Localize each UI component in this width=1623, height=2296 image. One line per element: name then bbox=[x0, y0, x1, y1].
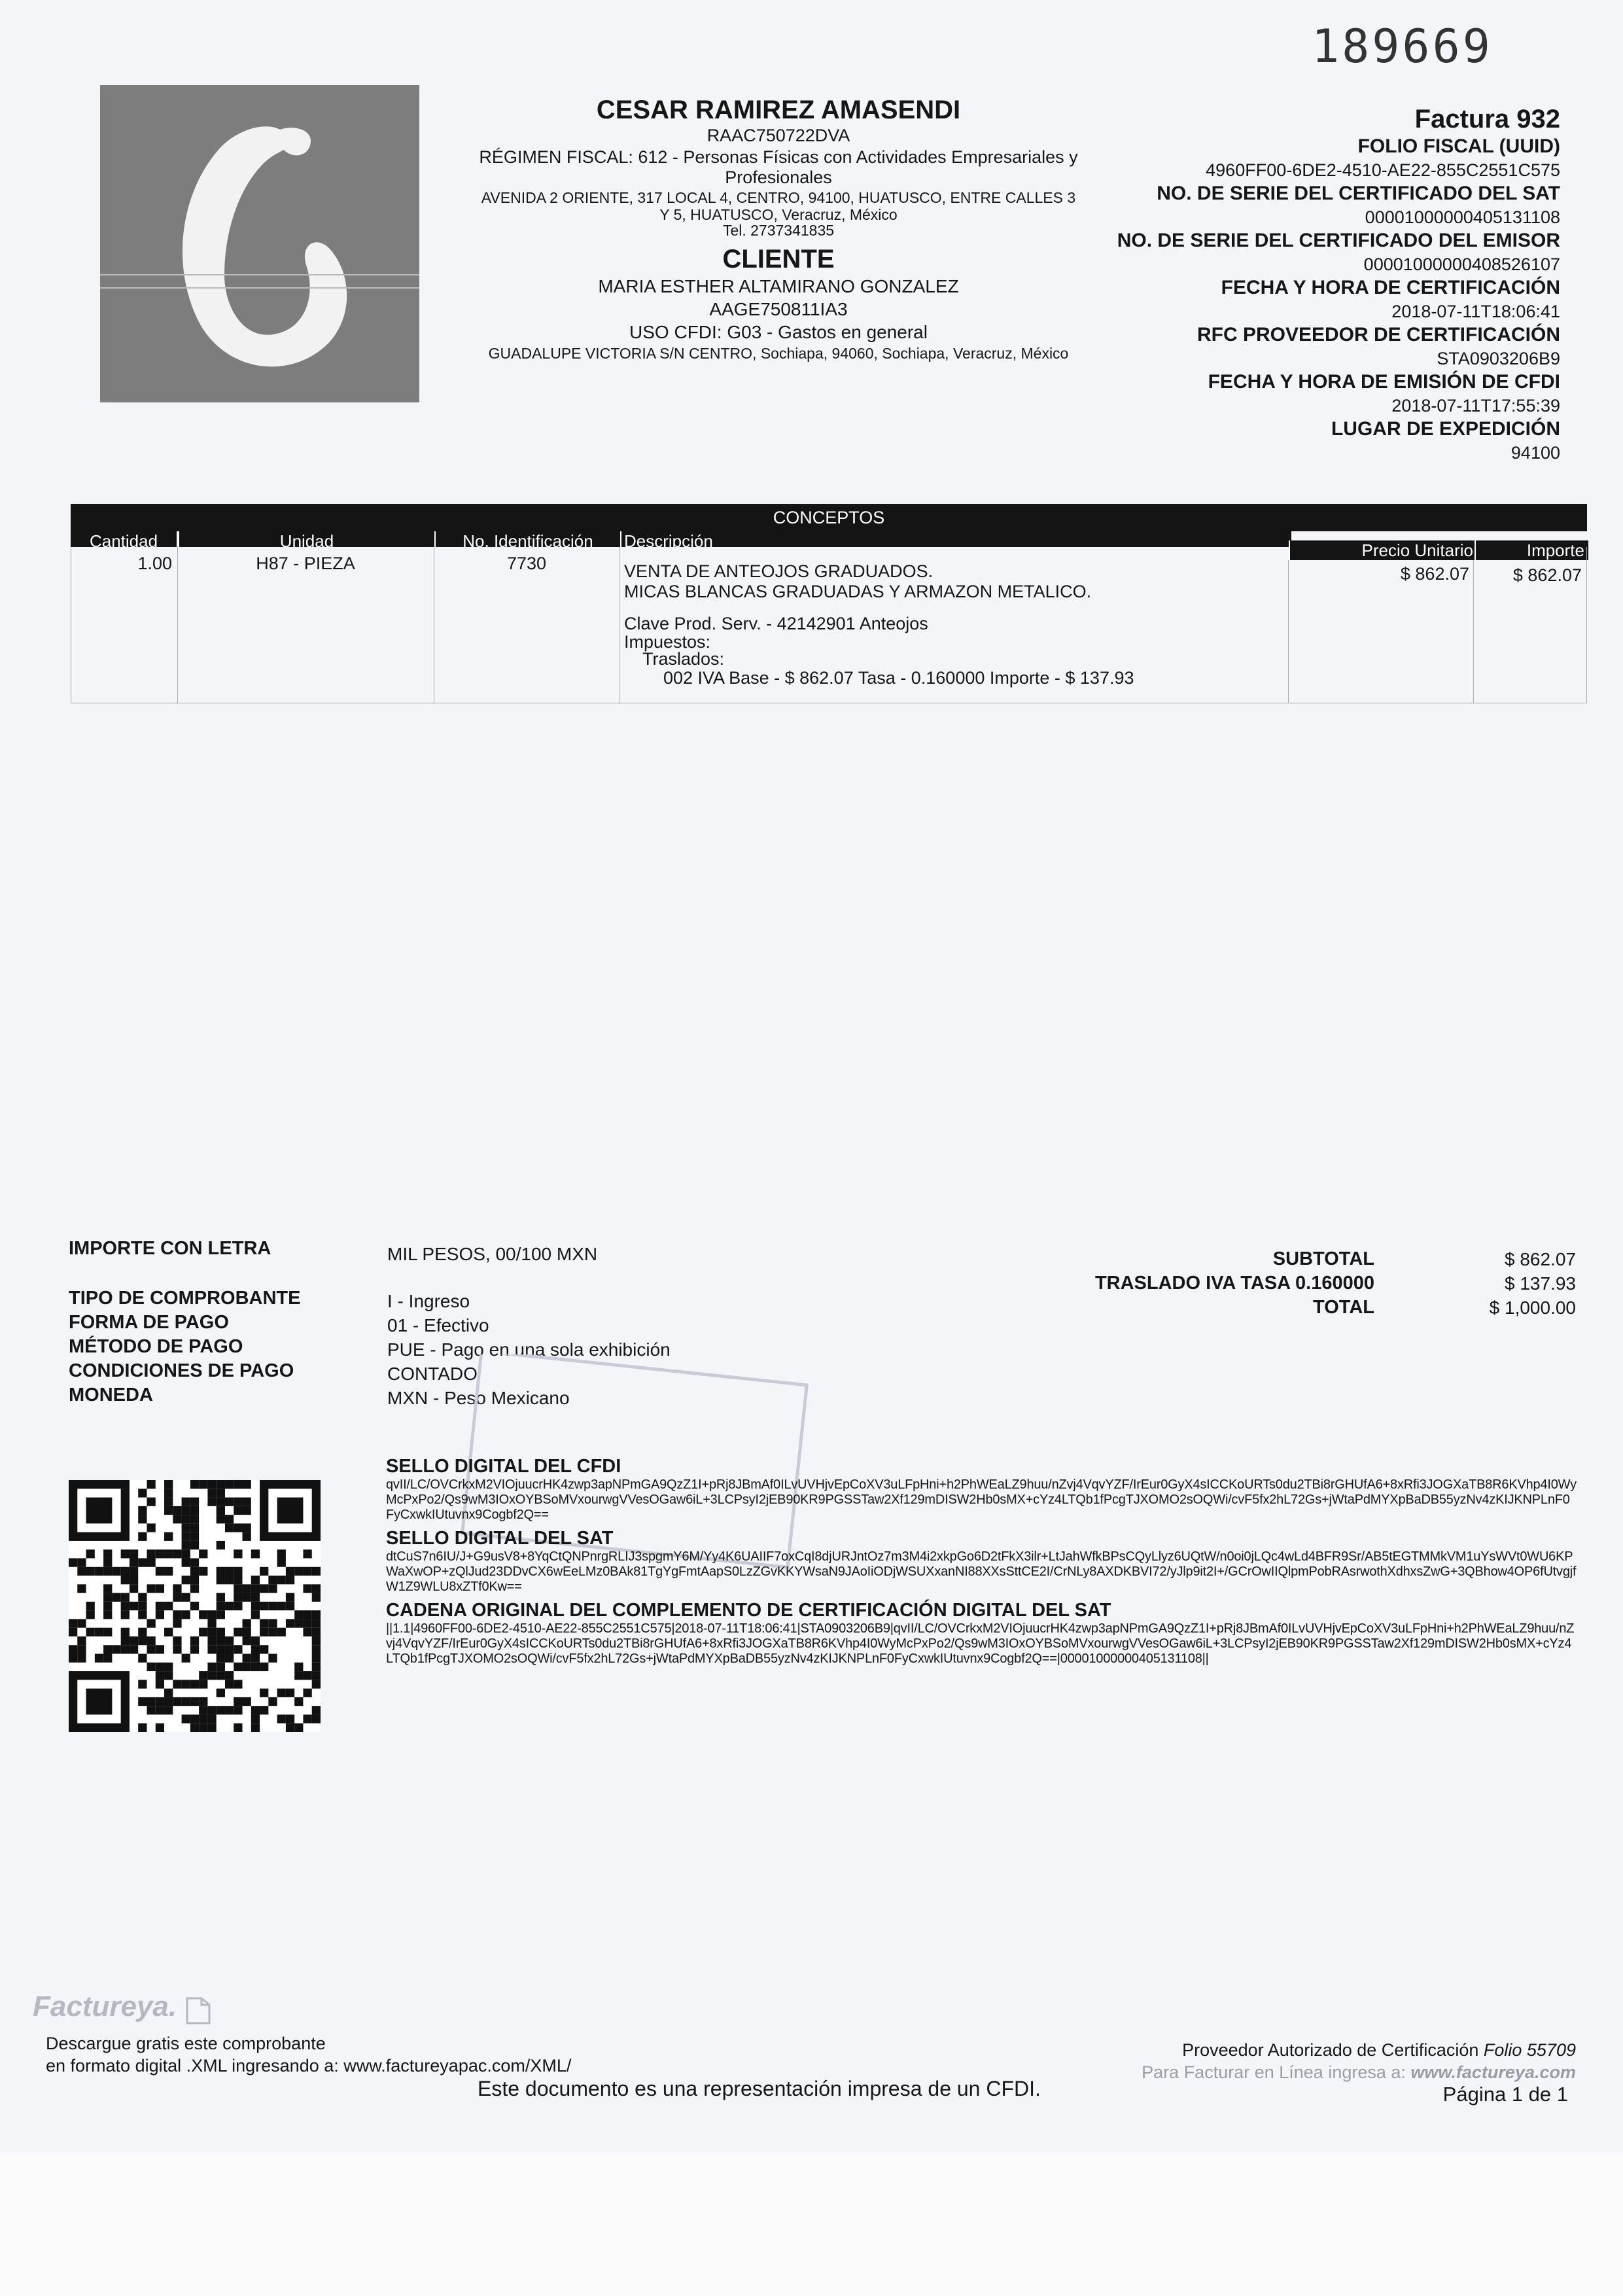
serie-sat-label: NO. DE SERIE DEL CERTIFICADO DEL SAT bbox=[1157, 183, 1560, 204]
cadena-value: ||1.1|4960FF00-6DE2-4510-AE22-855C2551C575|2018-07-11T18:06:41|STA0903206B9|qvII/LC/OVCrkxM2VIOjuucrHK4zwp3apNPmGA9QzZ1I+pRj8JBmAf0ILvUVHjvEpCoXV3uLFpHni+h2PhWEaLZ9huu/nZvj4VqvYZF/IrEur0GyX4sICCKoURTs0du2TBi8rGHUfA6+8xRfi3JOGXaTB8R6KVhp4I0WyMcPxPo2/Qs9wM3IOxOYBSoMVxourwgVVesOGaw6iL+3LCPsyI2jEB90KR9PGSSTaw2Xf129mDISW2Hb0sMX+cYz4LTQb1fPcgTJXOMO2sOQWi/cvF5fx2hL72Gs+jWtaPdMYXpBaDB55yzNv4zKIJKNPLnF0FyCxwkIUtuvnx9Cogbf2Q==|00001000000405131108|| bbox=[386, 1621, 1575, 1666]
fecha-cert-value: 2018-07-11T18:06:41 bbox=[1391, 302, 1560, 321]
header-unidad: Unidad bbox=[178, 531, 434, 547]
scan-bottom-margin bbox=[0, 2153, 1623, 2296]
emitter-rfc: RAAC750722DVA bbox=[707, 126, 850, 145]
condiciones-label: CONDICIONES DE PAGO bbox=[69, 1360, 294, 1381]
moneda-value: MXN - Peso Mexicano bbox=[387, 1388, 570, 1408]
totals-labels bbox=[916, 1247, 1374, 1320]
traslado-value: $ 137.93 bbox=[1505, 1273, 1576, 1294]
desc-line: VENTA DE ANTEOJOS GRADUADOS. bbox=[624, 561, 934, 581]
invoice-fiscal-block bbox=[998, 103, 1560, 465]
brand-text: Factureya. bbox=[33, 1990, 177, 2022]
facturar-url: www.factureya.com bbox=[1410, 2062, 1576, 2082]
facturar-line bbox=[987, 2061, 1576, 2083]
tipo-label: TIPO DE COMPROBANTE bbox=[69, 1288, 301, 1309]
importe-letra-label: IMPORTE CON LETRA bbox=[69, 1238, 271, 1259]
emitter-address-cont: Y 5, HUATUSCO, Veracruz, México bbox=[659, 206, 898, 223]
rfc-prov-value: STA0903206B9 bbox=[1437, 349, 1560, 368]
totals-values bbox=[1406, 1247, 1576, 1320]
moneda-label: MONEDA bbox=[69, 1385, 153, 1405]
provider-text: Proveedor Autorizado de Certificación bbox=[1182, 2040, 1479, 2060]
metodo-label: MÉTODO DE PAGO bbox=[69, 1336, 243, 1357]
emitter-regimen: RÉGIMEN FISCAL: 612 - Personas Físicas con Actividades Empresariales y bbox=[479, 147, 1078, 167]
serie-emisor-value: 00001000000408526107 bbox=[1363, 255, 1560, 274]
fecha-emision-label: FECHA Y HORA DE EMISIÓN DE CFDI bbox=[1208, 371, 1560, 393]
fecha-cert-label: FECHA Y HORA DE CERTIFICACIÓN bbox=[1221, 277, 1560, 298]
seals-block bbox=[386, 1456, 1577, 1667]
folio-label: FOLIO FISCAL (UUID) bbox=[1357, 135, 1560, 157]
lugar-value: 94100 bbox=[1510, 443, 1560, 463]
emitter-address: AVENIDA 2 ORIENTE, 317 LOCAL 4, CENTRO, 94100, HUATUSCO, ENTRE CALLES 3 bbox=[481, 189, 1076, 206]
header-cantidad: Cantidad bbox=[71, 531, 177, 547]
desc-traslados: Traslados: bbox=[642, 649, 725, 669]
row-unidad: H87 - PIEZA bbox=[256, 554, 355, 573]
invoice-title: Factura 932 bbox=[1414, 105, 1560, 133]
subtotal-label: SUBTOTAL bbox=[1272, 1248, 1374, 1269]
client-name: MARIA ESTHER ALTAMIRANO GONZALEZ bbox=[598, 276, 959, 296]
importe-letra-value: MIL PESOS, 00/100 MXN bbox=[387, 1244, 598, 1264]
sello-sat-value: dtCuS7n6IU/J+G9usV8+8YqCtQNPnrgRLIJ3spgmY6M/Yy4K6UAIIF7oxCqI8djURJntOz7m3M4i2xkpGo6D2tFkX3ilr+LtJahWfkBPsCQyLlyz6UQtW/n0oi0jLQc4wLd4BFR9Sr/AB5tEGTMMkVM1uYsWVt0WU6KPWaXwOP+zQlJud23DDvCX6wEeLMz0BAk81TgYgFmtAapS0LzZGvKKYWsaN9JAoIiODjWSUXxanNI88XXsSttCE2I/CrNLy8AXDKBVI72/yJlp9it2I+/GCrOwIIQlpmPobRAsrwothXdhxsZwG+3QBhow4OP6fUtvgjfW1Z9WLU8xZTf0Kw== bbox=[386, 1549, 1577, 1594]
table-col-line bbox=[1473, 560, 1474, 703]
facturar-text: Para Facturar en Línea ingresa a: bbox=[1142, 2062, 1406, 2082]
payment-labels bbox=[69, 1286, 300, 1407]
emitter-name: CESAR RAMIREZ AMASENDI bbox=[596, 96, 961, 124]
client-rfc: AAGE750811IA3 bbox=[709, 299, 848, 319]
handwritten-folio-number: 189669 bbox=[1312, 20, 1493, 73]
serie-emisor-label: NO. DE SERIE DEL CERTIFICADO DEL EMISOR bbox=[1117, 230, 1560, 251]
desc-iva: 002 IVA Base - $ 862.07 Tasa - 0.160000 Importe - $ 137.93 bbox=[663, 668, 1134, 688]
client-address: GUADALUPE VICTORIA S/N CENTRO, Sochiapa, 94060, Sochiapa, Veracruz, México bbox=[488, 345, 1069, 362]
company-logo bbox=[100, 85, 419, 402]
emitter-phone: Tel. 2737341835 bbox=[722, 222, 835, 239]
desc-clave: Clave Prod. Serv. - 42142901 Anteojos bbox=[624, 614, 928, 633]
fecha-emision-value: 2018-07-11T17:55:39 bbox=[1391, 396, 1560, 415]
sello-sat-label: SELLO DIGITAL DEL SAT bbox=[386, 1528, 614, 1549]
header-identificacion: No. Identificación bbox=[434, 531, 620, 547]
lugar-label: LUGAR DE EXPEDICIÓN bbox=[1331, 418, 1560, 440]
emitter-regimen-cont: Profesionales bbox=[725, 168, 832, 187]
condiciones-value: CONTADO bbox=[387, 1364, 478, 1384]
provider-block bbox=[987, 2039, 1576, 2106]
header-importe: Importe bbox=[1475, 540, 1588, 560]
desc-line: MICAS BLANCAS GRADUADAS Y ARMAZON METALICO. bbox=[624, 582, 1092, 601]
sello-cfdi-value: qvII/LC/OVCrkxM2VIOjuucrHK4zwp3apNPmGA9QzZ1I+pRj8JBmAf0ILvUVHjvEpCoXV3uLFpHni+h2PhWEaLZ9huu/nZvj4VqvYZF/IrEur0GyX4sICCKoURTs0du2TBi8rGHUfA6+8xRfi3JOGXaTB8R6KVhp4I0WyMcPxPo2/Qs9wM3IOxOYBSoMVxourwgVVesOGaw6iL+3LCPsyI2jEB90KR9PGSSTaw2Xf129mDISW2Hb0sMX+cYz4LTQb1fPcgTJXOMO2sOQWi/cvF5fx2hL72Gs+jWtaPdMYXpBaDB55yzNv4zKIJKNPLnF0FyCxwkIUtuvnx9Cogbf2Q== bbox=[386, 1477, 1577, 1522]
document-icon bbox=[184, 1990, 212, 2026]
serie-sat-value: 00001000000405131108 bbox=[1365, 207, 1560, 227]
folio-value: 4960FF00-6DE2-4510-AE22-855C2551C575 bbox=[1206, 160, 1560, 180]
logo-mark bbox=[100, 85, 419, 402]
concepts-table bbox=[71, 504, 1587, 703]
client-uso-cfdi: USO CFDI: G03 - Gastos en general bbox=[629, 322, 928, 342]
row-precio: $ 862.07 bbox=[1400, 564, 1469, 584]
rfc-prov-label: RFC PROVEEDOR DE CERTIFICACIÓN bbox=[1196, 324, 1560, 345]
provider-folio: Folio 55709 bbox=[1483, 2040, 1576, 2060]
subtotal-value: $ 862.07 bbox=[1505, 1249, 1576, 1269]
client-heading: CLIENTE bbox=[722, 245, 835, 274]
tipo-value: I - Ingreso bbox=[387, 1291, 470, 1311]
page-number: Página 1 de 1 bbox=[1442, 2083, 1568, 2106]
sello-cfdi-label: SELLO DIGITAL DEL CFDI bbox=[386, 1456, 621, 1477]
forma-value: 01 - Efectivo bbox=[387, 1315, 489, 1335]
header-descripcion: Descripción bbox=[620, 531, 1291, 547]
cadena-label: CADENA ORIGINAL DEL COMPLEMENTO DE CERTIFICACIÓN DIGITAL DEL SAT bbox=[386, 1600, 1111, 1621]
provider-line bbox=[987, 2039, 1576, 2061]
download-note bbox=[46, 2032, 571, 2077]
header-precio: Precio Unitario bbox=[1289, 540, 1476, 560]
factureya-brand bbox=[33, 1990, 212, 2026]
table-col-line bbox=[1586, 547, 1587, 703]
traslado-label: TRASLADO IVA TASA 0.160000 bbox=[1094, 1273, 1374, 1294]
forma-label: FORMA DE PAGO bbox=[69, 1312, 229, 1333]
total-value: $ 1,000.00 bbox=[1489, 1298, 1576, 1318]
row-identificacion: 7730 bbox=[506, 554, 547, 573]
row-cantidad: 1.00 bbox=[137, 554, 172, 573]
row-descripcion bbox=[624, 561, 1285, 688]
concepts-title: CONCEPTOS bbox=[71, 504, 1587, 531]
download-line: en formato digital .XML ingresando a: www.factureyapac.com/XML/ bbox=[46, 2056, 572, 2075]
total-label: TOTAL bbox=[1313, 1297, 1374, 1318]
cfdi-representation-note: Este documento es una representación impresa de un CFDI. bbox=[478, 2077, 1041, 2100]
desc-impuestos: Impuestos: bbox=[624, 632, 711, 652]
qr-code bbox=[69, 1480, 321, 1732]
row-importe: $ 862.07 bbox=[1512, 565, 1582, 585]
metodo-value: PUE - Pago en una sola exhibición bbox=[387, 1339, 671, 1360]
download-line: Descargue gratis este comprobante bbox=[46, 2034, 326, 2053]
